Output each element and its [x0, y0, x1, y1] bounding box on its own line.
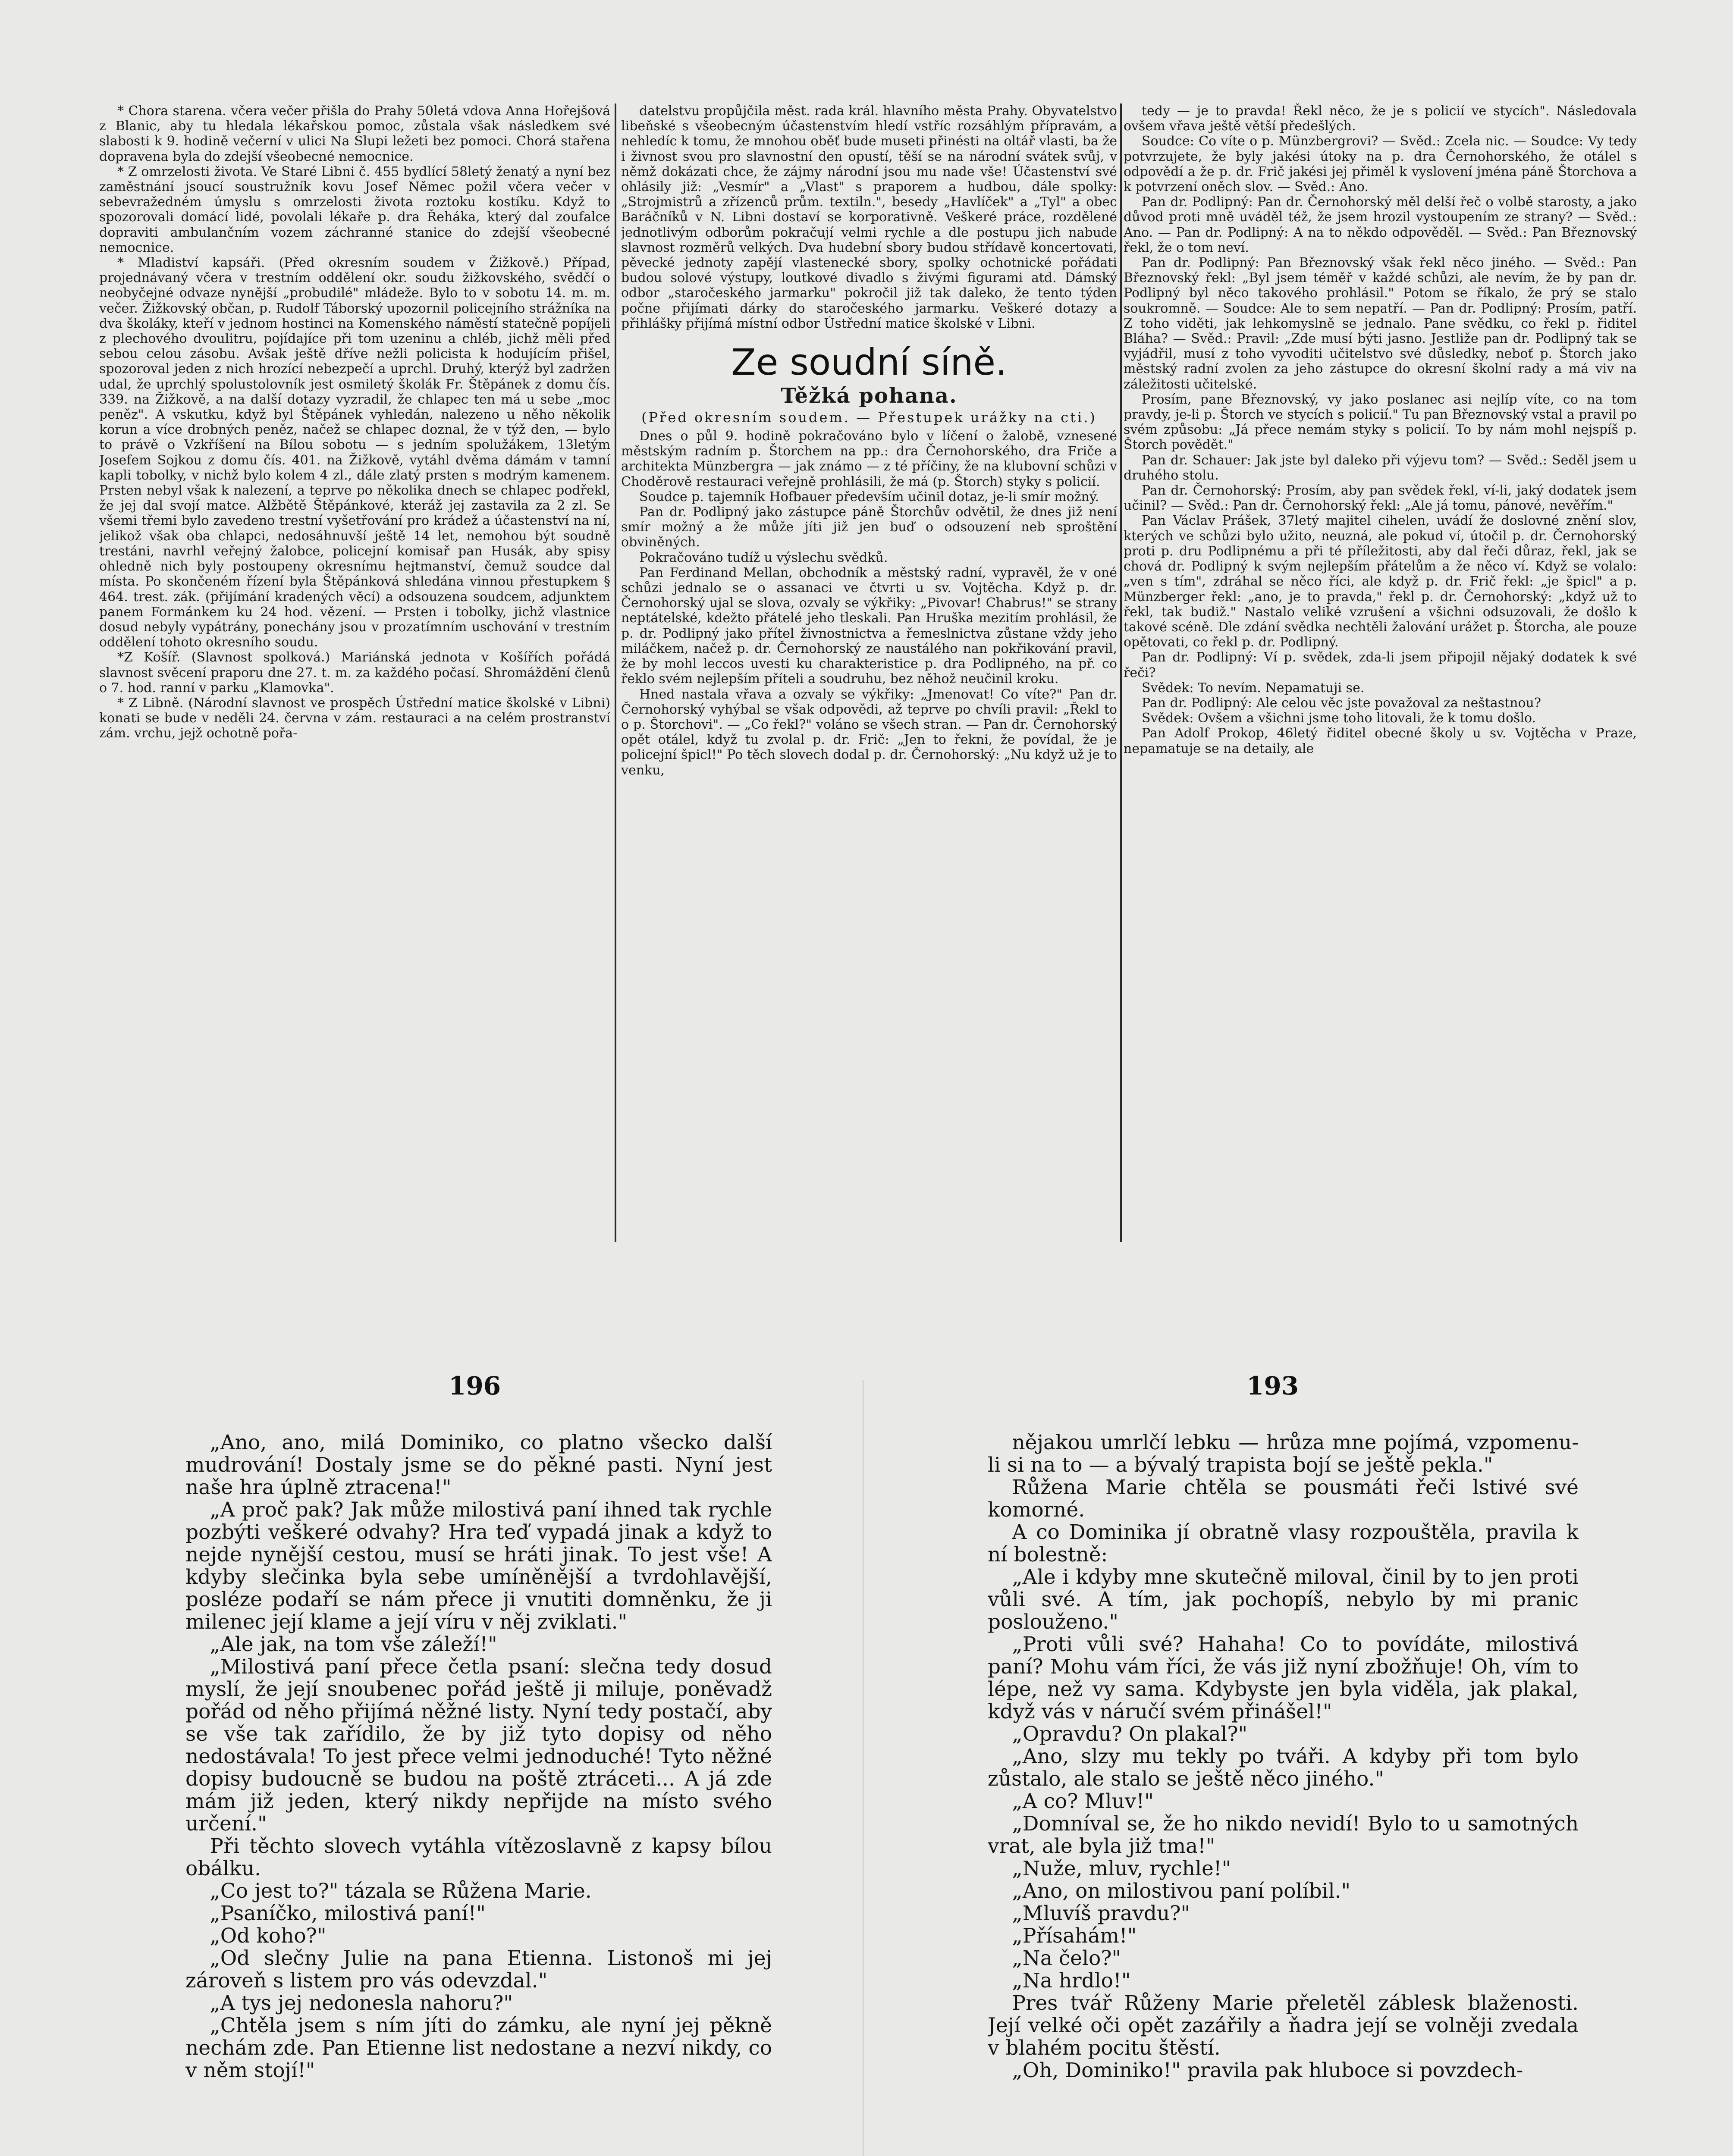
- news-paragraph: * Chora starena. včera večer přišla do Prahy 50letá vdova Anna Hořejšová z Blanic, aby tu hledala lékařskou pomoc, zůstala však následkem své slabosti k 9. hodině večerní v ulici Na Slupi ležeti bez pomoci. Chorá stařena dopravena byla do zdejší všeobecné nemocnice.: [99, 103, 610, 164]
- novel-paragraph: Při těchto slovech vytáhla vítězoslavně z kapsy bílou obálku.: [185, 1834, 772, 1880]
- court-paragraph: Svědek: To nevím. Nepamatuji se.: [1142, 680, 1365, 696]
- novel-right-page: [988, 1432, 1579, 2156]
- news-paragraph: * Z Libně. (Národní slavnost ve prospěch Ústřední matice školské v Libni) konati se bude v neděli 24. června v zám. restauraci a na celém prostranství zám. vrchu, jejž ochotně pořa-: [99, 695, 610, 741]
- novel-paragraph: „Od koho?": [210, 1924, 327, 1948]
- novel-paragraph: A co Dominika jí obratně vlasy rozpouštěla, pravila k ní bolestně:: [988, 1520, 1579, 1567]
- novel-paragraph: „Od slečny Julie na pana Etienna. Listonoš mi jej zároveň s listem pro vás odevzdal.": [185, 1946, 772, 1993]
- court-paragraph: Svědek: Ovšem a všichni jsme toho litovali, že k tomu došlo.: [1142, 711, 1536, 726]
- court-paragraph: Soudce: Co víte o p. Münzbergrovi? — Svěd.: Zcela nic. — Soudce: Vy tedy potvrzujete, že byly jakési útoky na p. dra Černohorského, že otálel s odpovědí a že p. dr. Frič jakési jej přiměl k vyslovení jména páně Štorchova a k potvrzení oněch slov. — Svěd.: Ano.: [1124, 134, 1637, 195]
- right-page-number: 193: [1246, 1371, 1299, 1401]
- news-paragraph: * Mladiství kapsáři. (Před okresním soudem v Žižkově.) Případ, projednávaný včera v trestním oddělení okr. soudu žižkovského, svědčí o neobyčejné odvaze nynější „probudilé" mládeže. Bylo to v sobotu 14. m. m. večer. Žižkovský občan, p. Rudolf Táborský upozornil policejního strážníka na dva školáky, kteří v jednom hostinci na Komenského náměstí statečně popíjeli z plechového dvoulitru, pojídajíce při tom uzeninu a chléb, jichž měli před sebou celou zásobu. Avšak ještě dříve nežli policista k hodujícím přišel, spozoroval jeden z nich hrozící nebezpečí a uprchl. Druhý, kterýž byl zadržen udal, že uprchlý spolustolovník jest osmiletý školák Fr. Štěpánek z domu čís. 339. na Žižkově, a na další dotazy vyzradil, že chlapec ten má u sebe „moc peněz". A vskutku, když byl Štěpánek vyhledán, nalezeno u něho několik korun a více drobných peněz, načež se chlapec doznal, že v týž den, — bylo to právě o Vzkříšení na Bílou sobotu — s jedním spolužákem, 13letým Josefem Sojkou z domu čís. 401. na Žižkově, vytáhl dvěma dámám v tamní kapli tobolky, v nichž bylo kolem 4 zl., dále zlatý prsten s modrým kamenem. Prsten nebyl však k nalezení, a teprve po několika dnech se chlapec podřekl, že jej dal svojí matce. Alžbětě Štěpánkové, kteráž jej zastavila za 2 zl. Se všemi třemi bylo zavedeno trestní vyšetřování pro krádež a účastenství na ní, jelikož však oba chlapci, nedosáhnuvší ještě 14 let, nemohou být soudně trestáni, navrhl veřejný žalobce, policejní komisař pan Husák, aby spisy ohledně nich byly postoupeny okresnímu hejtmanství, čemuž soudce dal místa. Po skončeném řízení byla Štěpánková shledána vinnou přestupkem § 464. trest. zák. (přijímání kradených věcí) a odsouzena soudcem, adjunktem panem Formánkem ku 24 hod. vězení. — Prsten i tobolky, jichž vlastnice dosud nebyly vypátrány, ponechány jsou v prozatímním uschování v trestním oddělení tohoto okresního soudu.: [99, 255, 610, 650]
- section-headline: Ze soudní síně.: [731, 341, 1007, 384]
- court-paragraph: Pan Adolf Prokop, 46letý řiditel obecné školy u sv. Vojtěcha v Praze, nepamatuje se na detaily, ale: [1124, 726, 1637, 756]
- news-items-col2: [621, 103, 1117, 331]
- novel-paragraph: „Nuže, mluv, rychle!": [1012, 1857, 1231, 1880]
- news-paragraph: * Z omrzelosti života. Ve Staré Libni č. 455 bydlící 58letý ženatý a nyní bez zaměstnání jsoucí soustružník kovu Josef Němec požil včera večer v sebevražedném úmyslu s omrzelosti života roztoku kostíku. Když to spozorovali domácí lidé, povolali lékaře p. dra Řeháka, který dal zoufalce dopraviti ambulančním vozem záchranné stanice do zdejší všeobecné nemocnice.: [99, 164, 610, 255]
- novel-paragraph: „Ale i kdyby mne skutečně miloval, činil by to jen proti vůli své. A tím, jak pochopíš, nebylo by mi pranic poslouženo.": [988, 1565, 1579, 1634]
- court-paragraph: Pan dr. Podlipný jako zástupce páně Štorchův odvětil, že dnes již není smír možný a že může jíti již jen buď o odsouzení neb sproštění obviněných.: [621, 505, 1117, 550]
- court-paragraph: Pan Václav Prášek, 37letý majitel cihelen, uvádí že doslovné znění slov, kterých ve schůzi bylo užito, neuzná, ale pokud ví, útočil p. dr. Černohorský proti p. dru Podlipnému a při té příležitosti, aby dal řeči důraz, řekl, jak se chová dr. Podlipný k svým nejlepším přátelům a že něco ví. Když se volalo: „ven s tím", zdráhal se něco říci, ale když p. dr. Frič řekl: „je špicl" a p. Münzberger řekl: „ano, je to pravda," řekl p. dr. Černohorský: „když už to řekl, tak budiž." Nastalo veliké vzrušení a všichni odsuzovali, že došlo k takové scéně. Dle zdání svědka nechtěli žalování urážet p. Štorcha, ale pouze opětovati, co řekl p. dr. Podlipný.: [1124, 513, 1637, 650]
- court-paragraph: Pan dr. Schauer: Jak jste byl daleko při výjevu tom? — Svěd.: Seděl jsem u druhého stolu.: [1124, 452, 1637, 483]
- court-paragraph: Pan dr. Podlipný: Pan Březnovský však řekl něco jiného. — Svěd.: Pan Březnovský řekl: „Byl jsem téměř v každé schůzi, ale nevím, že by pan dr. Podlipný byl něco takového prohlásil." Potom se říkalo, že prý se stalo soukromně. — Soudce: Ale to sem nepatří. — Pan dr. Podlipný: Prosím, patří. Z toho viděti, jak lehkomyslně se jednalo. Pane svědku, co řekl p. řiditel Bláha? — Svěd.: Pravil: „Zde musí býti jasno. Jestliže pan dr. Podlipný tak se vyjádřil, musí z toho vyvoditi učitelstvo své důsledky, neboť p. Štorch jako městský radní zvolen za jeho zástupce do okresní školní rady a má viv na záležitosti učitelské.: [1124, 255, 1637, 392]
- news-items-col1: [99, 103, 610, 741]
- novel-paragraph: „Ano, ano, milá Dominiko, co platno všecko další mudrování! Dostaly jsme se do pěkné pasti. Nyní jest naše hra úplně ztracena!": [185, 1432, 772, 1499]
- court-paragraph: Pan Ferdinand Mellan, obchodník a městský radní, vypravěl, že v oné schůzi jednalo se o assanaci ve čtvrti u sv. Vojtěcha. Když p. dr. Černohorský ujal se slova, ozvaly se výkřiky: „Pivovar! Chabrus!" se strany neptátelské, kdežto přátelé jeho tleskali. Pan Hruška mezitím prohlásil, že p. dr. Podlipný jako přítel živnostnictva a řemeslnictva zůstane vždy jeho miláčkem, načež p. dr. Černohorský ze naustálého nan pokřikování pravil, že by mohl leccos uvesti ku charakteristice p. dra Podlipného, na př. co řeklo svém nejlepším příteli a soudruhu, bez něhož neučinil kroku.: [621, 565, 1117, 687]
- court-article-continued: [1124, 103, 1637, 756]
- newspaper-column-1: [99, 103, 610, 1242]
- novel-paragraph: „A proč pak? Jak může milostivá paní ihned tak rychle pozbýti veškeré odvahy? Hra teď vypadá jinak a když to nejde nynější cestou, musí se hráti jinak. To jest vše! A kdyby slečinka byla sebe umíněnější a tvrdohlavější, posléze podaří se nám přece ji vnutiti domněnku, že ji milenec její klame a její víru v něj zviklati.": [185, 1498, 772, 1634]
- court-paragraph: tedy — je to pravda! Řekl něco, že je s policií ve stycích". Následovala ovšem vřava ještě větší předešlých.: [1124, 103, 1637, 134]
- court-paragraph: Pan dr. Podlipný: Pan dr. Černohorský měl delší řeč o volbě starosty, a jako důvod proti mně uváděl též, že jsem hrozil vystoupením ze strany? — Svěd.: Ano. — Pan dr. Podlipný: A na to někdo odpověděl. — Svěd.: Pan Březnovský řekl, že o tom neví.: [1124, 194, 1637, 255]
- article-note: (Před okresním soudem. — Přestupek urážky na cti.): [641, 409, 1097, 426]
- court-article-body: [621, 429, 1117, 778]
- novel-paragraph: „A tys jej nedonesla nahoru?": [210, 1991, 513, 2015]
- court-paragraph: Pokračováno tudíž u výslechu svědků.: [639, 550, 888, 565]
- novel-paragraph: „Chtěla jsem s ním jíti do zámku, ale nyní jej pěkně nechám zde. Pan Etienne list nedostane a nezví nikdy, co v něm stojí!": [185, 2014, 772, 2082]
- novel-left-page: [185, 1432, 772, 2156]
- court-paragraph: Pan dr. Podlipný: Ví p. svědek, zda-li jsem připojil nějaký dodatek k své řeči?: [1124, 650, 1637, 680]
- court-paragraph: Pan dr. Podlipný: Ale celou věc jste považoval za neštastnou?: [1142, 695, 1541, 711]
- novel-paragraph: „Na hrdlo!": [1012, 1969, 1131, 1993]
- novel-paragraph: „Co jest to?" tázala se Růžena Marie.: [210, 1879, 592, 1903]
- article-subheadline: Těžká pohana.: [781, 384, 958, 408]
- court-paragraph: Prosím, pane Březnovský, vy jako poslanec asi nejlíp víte, co na tom pravdy, je-li p. Štorch ve stycích s policií." Tu pan Březnovský vstal a pravil po svém způsobu: „Já přece nemám styky s policií. To by nám mohl nejspíš p. Štorch povědět.": [1124, 392, 1637, 453]
- novel-paragraph: Růžena Marie chtěla se pousmáti řeči lstivé své komorné.: [988, 1476, 1579, 1522]
- newspaper-column-2: [621, 103, 1117, 1242]
- novel-paragraph: nějakou umrlčí lebku — hrůza mne pojímá, vzpomenu-li si na to — a bývalý trapista bojí se ještě pekla.": [988, 1432, 1579, 1477]
- novel-paragraph: „Ano, slzy mu tekly po tváři. A kdyby při tom bylo zůstalo, ale stalo se ještě něco jiného.": [988, 1745, 1579, 1791]
- novel-paragraph: „Psaníčko, milostivá paní!": [210, 1902, 486, 1925]
- novel-paragraph: „A co? Mluv!": [1012, 1789, 1154, 1813]
- left-page-number: 196: [449, 1371, 501, 1401]
- court-paragraph: Hned nastala vřava a ozvaly se výkřiky: „Jmenovat! Co víte?" Pan dr. Černohorský vyhýbal se však odpovědi, až teprve po chvíli pravil: „Řekl to o p. Štorchovi". — „Co řekl?" voláno se všech stran. — Pan dr. Černohorský opět otálel, když tu zvolal p. dr. Frič: „Jen to řekni, že povídal, že je policejní špicl!" Po těch slovech dodal p. dr. Černohorský: „Nu když už je to venku,: [621, 686, 1117, 778]
- court-paragraph: Soudce p. tajemník Hofbauer především učinil dotaz, je-li smír možný.: [639, 489, 1099, 505]
- novel-paragraph: „Na čelo?": [1012, 1946, 1121, 1970]
- newspaper-column-3: [1124, 103, 1637, 1242]
- court-paragraph: Pan dr. Černohorský: Prosím, aby pan svědek řekl, ví-li, jaký dodatek jsem učinil? — Svěd.: Pan dr. Černohorský řekl: „Ale já tomu, pánové, nevěřím.": [1124, 483, 1637, 514]
- novel-paragraph: „Opravdu? On plakal?": [1012, 1722, 1248, 1746]
- column-rule: [1120, 103, 1122, 1242]
- novel-paragraph: „Oh, Dominiko!" pravila pak hluboce si povzdech-: [1012, 2059, 1523, 2082]
- news-paragraph: *Z Košíř. (Slavnost spolková.) Mariánská jednota v Košířích pořádá slavnost svěcení praporu dne 27. t. m. za každého počasí. Shromáždění členů o 7. hod. ranní v parku „Klamovka".: [99, 650, 610, 696]
- novel-paragraph: „Milostivá paní přece četla psaní: slečna tedy dosud myslí, že její snoubenec pořád ještě ji miluje, poněvadž pořád od něho přijímá něžné listy. Nyní tedy postačí, aby se vše tak zařídilo, že by již tyto dopisy od něho nedostávala! To jest přece velmi jednoduché! Tyto něžné dopisy budoucně se budou na poště ztráceti... A já zde mám již jeden, který nikdy nepřijde na místo svého určení.": [185, 1655, 772, 1836]
- news-paragraph: datelstvu propůjčila měst. rada král. hlavního města Prahy. Obyvatelstvo libeňské s všeobecným účastenstvím hledí vstříc rozsáhlým přípravám, a nehledíc k tomu, že mnohou oběť bude museti přinésti na oltář vlasti, ba že i živnost svou pro slavnostní den opustí, těší se na národní svátek svůj, v němž dokázati chce, že zájmy národní jsou mu nade vše! Účastenství své ohlásily již: „Vesmír" a „Vlast" s praporem a hudbou, dále spolky: „Strojmistrů a zřízenců prům. textiln.", besedy „Havlíček" a „Tyl" a obec Baráčníků v N. Libni dostaví se korporativně. Veškeré práce, rozdělené jednotlivým odborům pokračují velmi rychle a dle postupu jich nabude slavnost rozměrů velkých. Dva hudební sbory budou střídavě koncertovati, pěvecké jednoty zapějí vlastenecké sbory, spolky ochotnické pořádati budou solové výstupy, loutkové divadlo s živými figurami atd. Dámský odbor „staročeského jarmarku" pokročil již tak daleko, že tento týden počne přijímati dárky do staročeského jarmarku. Veškeré dotazy a přihlášky přijímá místní odbor Ústřední matice školské v Libni.: [621, 103, 1117, 331]
- novel-paragraph: „Domníval se, že ho nikdo nevidí! Bylo to u samotných vrat, ale byla již tma!": [988, 1812, 1579, 1858]
- novel-paragraph: „Ale jak, na tom vše záleží!": [210, 1633, 497, 1656]
- court-paragraph: Dnes o půl 9. hodině pokračováno bylo v líčení o žalobě, vznesené městským radním p. Štorchem na pp.: dra Černohorského, dra Friče a architekta Münzbergra — jak známo — z té příčiny, že na klubovní schůzi v Choděrově restauraci veřejně prohlásili, že má (p. Štorch) styky s policií.: [621, 429, 1117, 489]
- novel-paragraph: Pres tvář Růženy Marie přeletěl záblesk blaženosti. Její velké oči opět zazářily a ňadra její se volněji zvedala v blahém pocitu štěstí.: [988, 1991, 1579, 2060]
- novel-paragraph: „Ano, on milostivou paní políbil.": [1012, 1879, 1351, 1903]
- novel-paragraph: „Mluvíš pravdu?": [1012, 1902, 1190, 1925]
- novel-paragraph: „Přísahám!": [1012, 1924, 1137, 1948]
- column-rule: [615, 103, 616, 1242]
- novel-paragraph: „Proti vůli své? Hahaha! Co to povídáte, milostivá paní? Mohu vám říci, že vás již nyní zbožňuje! Oh, vím to lépe, než vy sama. Kdybyste jen byla viděla, jak plakal, když vás v náručí svém přinášel!": [988, 1633, 1579, 1724]
